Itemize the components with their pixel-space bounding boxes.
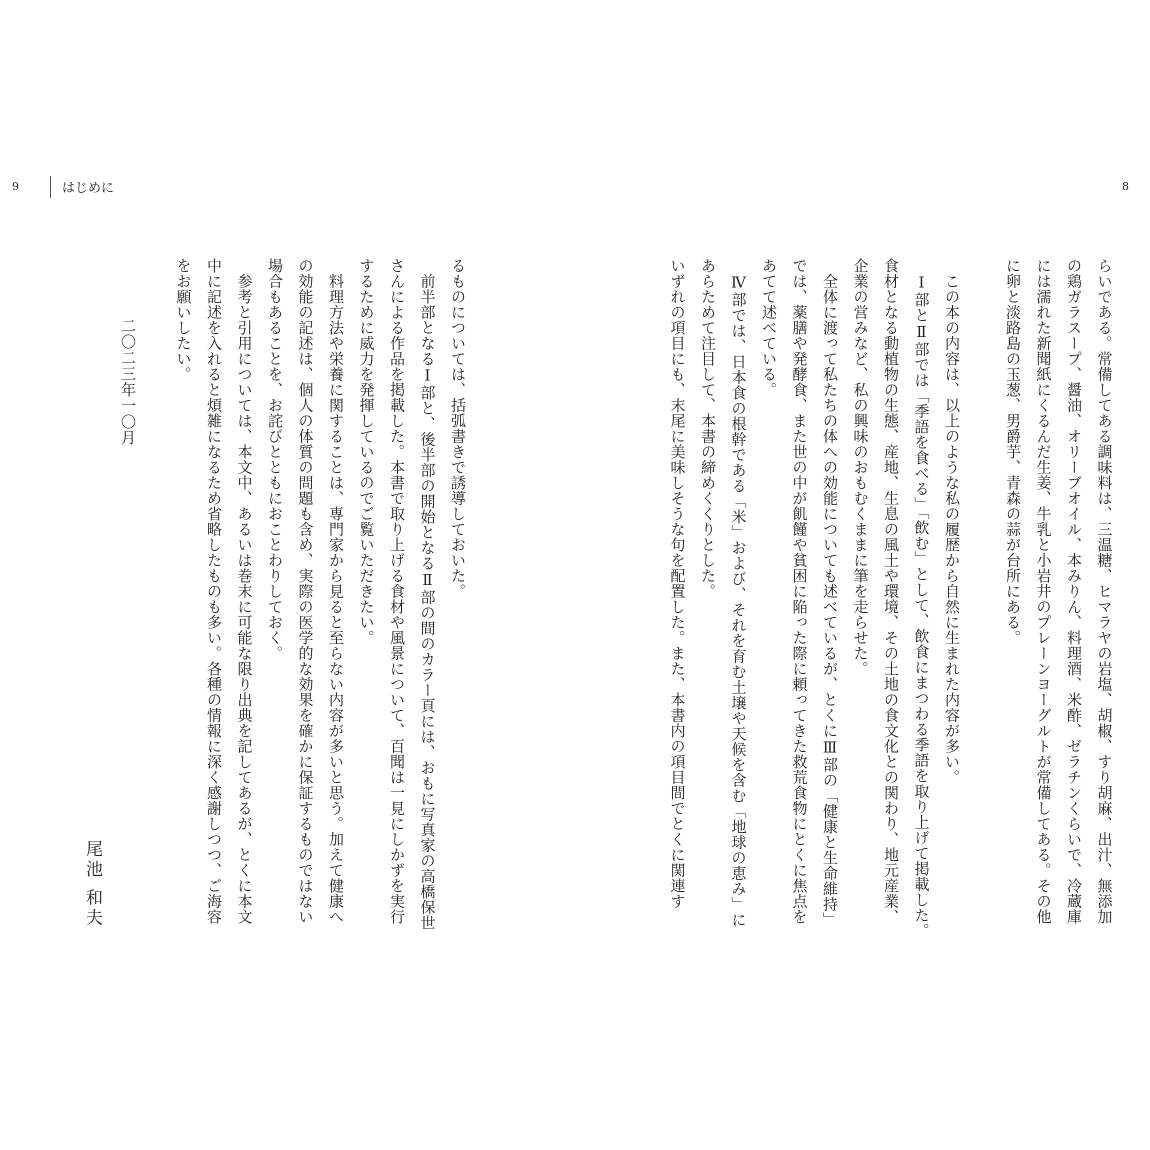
author-name: 尾池 和夫 <box>82 840 102 929</box>
text-line: この本の内容は、以上のような私の履歴から自然に生まれた内容が多い。 <box>943 258 961 785</box>
left-page-number: 9 <box>12 180 19 193</box>
text-line: の鶏ガラスープ、醤油、オリーブオイル、本みりん、料理酒、米酢、ゼラチンくらいで、冷蔵庫 <box>1065 258 1083 925</box>
right-page-body <box>662 258 1114 968</box>
left-page-text <box>168 258 473 968</box>
text-line: らいである。常備してある調味料は、三温糖、ヒマラヤの岩塩、胡椒、すり胡麻、出汁、無添加 <box>1095 258 1114 925</box>
text-line: では、薬膳や発酵食、また世の中が飢饉や貧困に陥った際に頼ってきた救荒食物にとくに焦点を <box>790 258 809 925</box>
text-line: 中に記述を入れると煩雑になるため省略したものも多い。各種の情報に深く感謝しつつ、ご海容 <box>205 258 223 925</box>
text-line: には濡れた新聞紙にくるんだ生姜、牛乳と小岩井のプレーンヨーグルトが常備してある。その他 <box>1034 258 1053 925</box>
text-line: に卵と淡路島の玉葱、男爵芋、青森の蒜が台所にある。 <box>1004 258 1022 646</box>
text-line: するために威力を発揮しているのでご覧いただきたい。 <box>357 258 376 646</box>
text-line: あてて述べている。 <box>760 258 778 398</box>
running-head: はじめに <box>62 181 115 196</box>
text-line: Ⅰ部とⅡ部では「季語を食べる」「飲む」として、飲食にまつわる季語を取り上げて掲載した。 <box>912 258 931 939</box>
text-line: 全体に渡って私たちの体への効能についても述べているが、とくにⅢ部の「健康と生命維持」 <box>821 258 839 928</box>
text-line: 前半部となるⅠ部と、後半部の開始となるⅡ部の間のカラー頁には、おもに写真家の高橋保世 <box>418 258 437 931</box>
text-line: るものについては、括弧書きで誘導しておいた。 <box>449 258 467 599</box>
right-page-number: 8 <box>1122 180 1129 193</box>
right-page-text <box>662 258 1120 968</box>
text-line: Ⅳ部では、日本食の根幹である「米」および、それを育む土壌や天候を含む「地球の恵み」に <box>729 258 748 928</box>
text-line: 参考と引用については、本文中、あるいは巻末に可能な限り出典を記してあるが、とくに本文 <box>235 258 254 925</box>
text-line: 食材となる動植物の生態、産地、生息の風土や環境、その土地の食文化との関わり、地元産業、 <box>882 258 900 925</box>
text-line: の効能の記述は、個人の体質の問題も含め、実際の医学的な効果を確かに保証するものではない <box>296 258 315 925</box>
text-line: あらためて注目して、本書の締めくくりとした。 <box>699 258 717 599</box>
date-line: 二〇二三年一〇月 <box>119 318 137 446</box>
text-line: 企業の営みなど、私の興味のおもむくままに筆を走らせた。 <box>851 258 870 677</box>
text-line: 料理方法や栄養に関することは、専門家から見ると至らない内容が多いと思う。加えて健康へ <box>327 258 345 925</box>
left-page-body <box>168 258 478 968</box>
text-line: 場合もあることを、お詫びとともにおことわりしておく。 <box>266 258 284 661</box>
text-line: をお願いしたい。 <box>174 258 193 382</box>
text-line: いずれの項目にも、末尾に美味しそうな句を配置した。また、本書内の項目間でとくに関連す <box>668 258 687 909</box>
text-line: さんによる作品を掲載した。本書で取り上げる食材や風景について、百聞は一見にしかずを実行 <box>388 258 406 925</box>
running-head-rule <box>50 176 51 198</box>
